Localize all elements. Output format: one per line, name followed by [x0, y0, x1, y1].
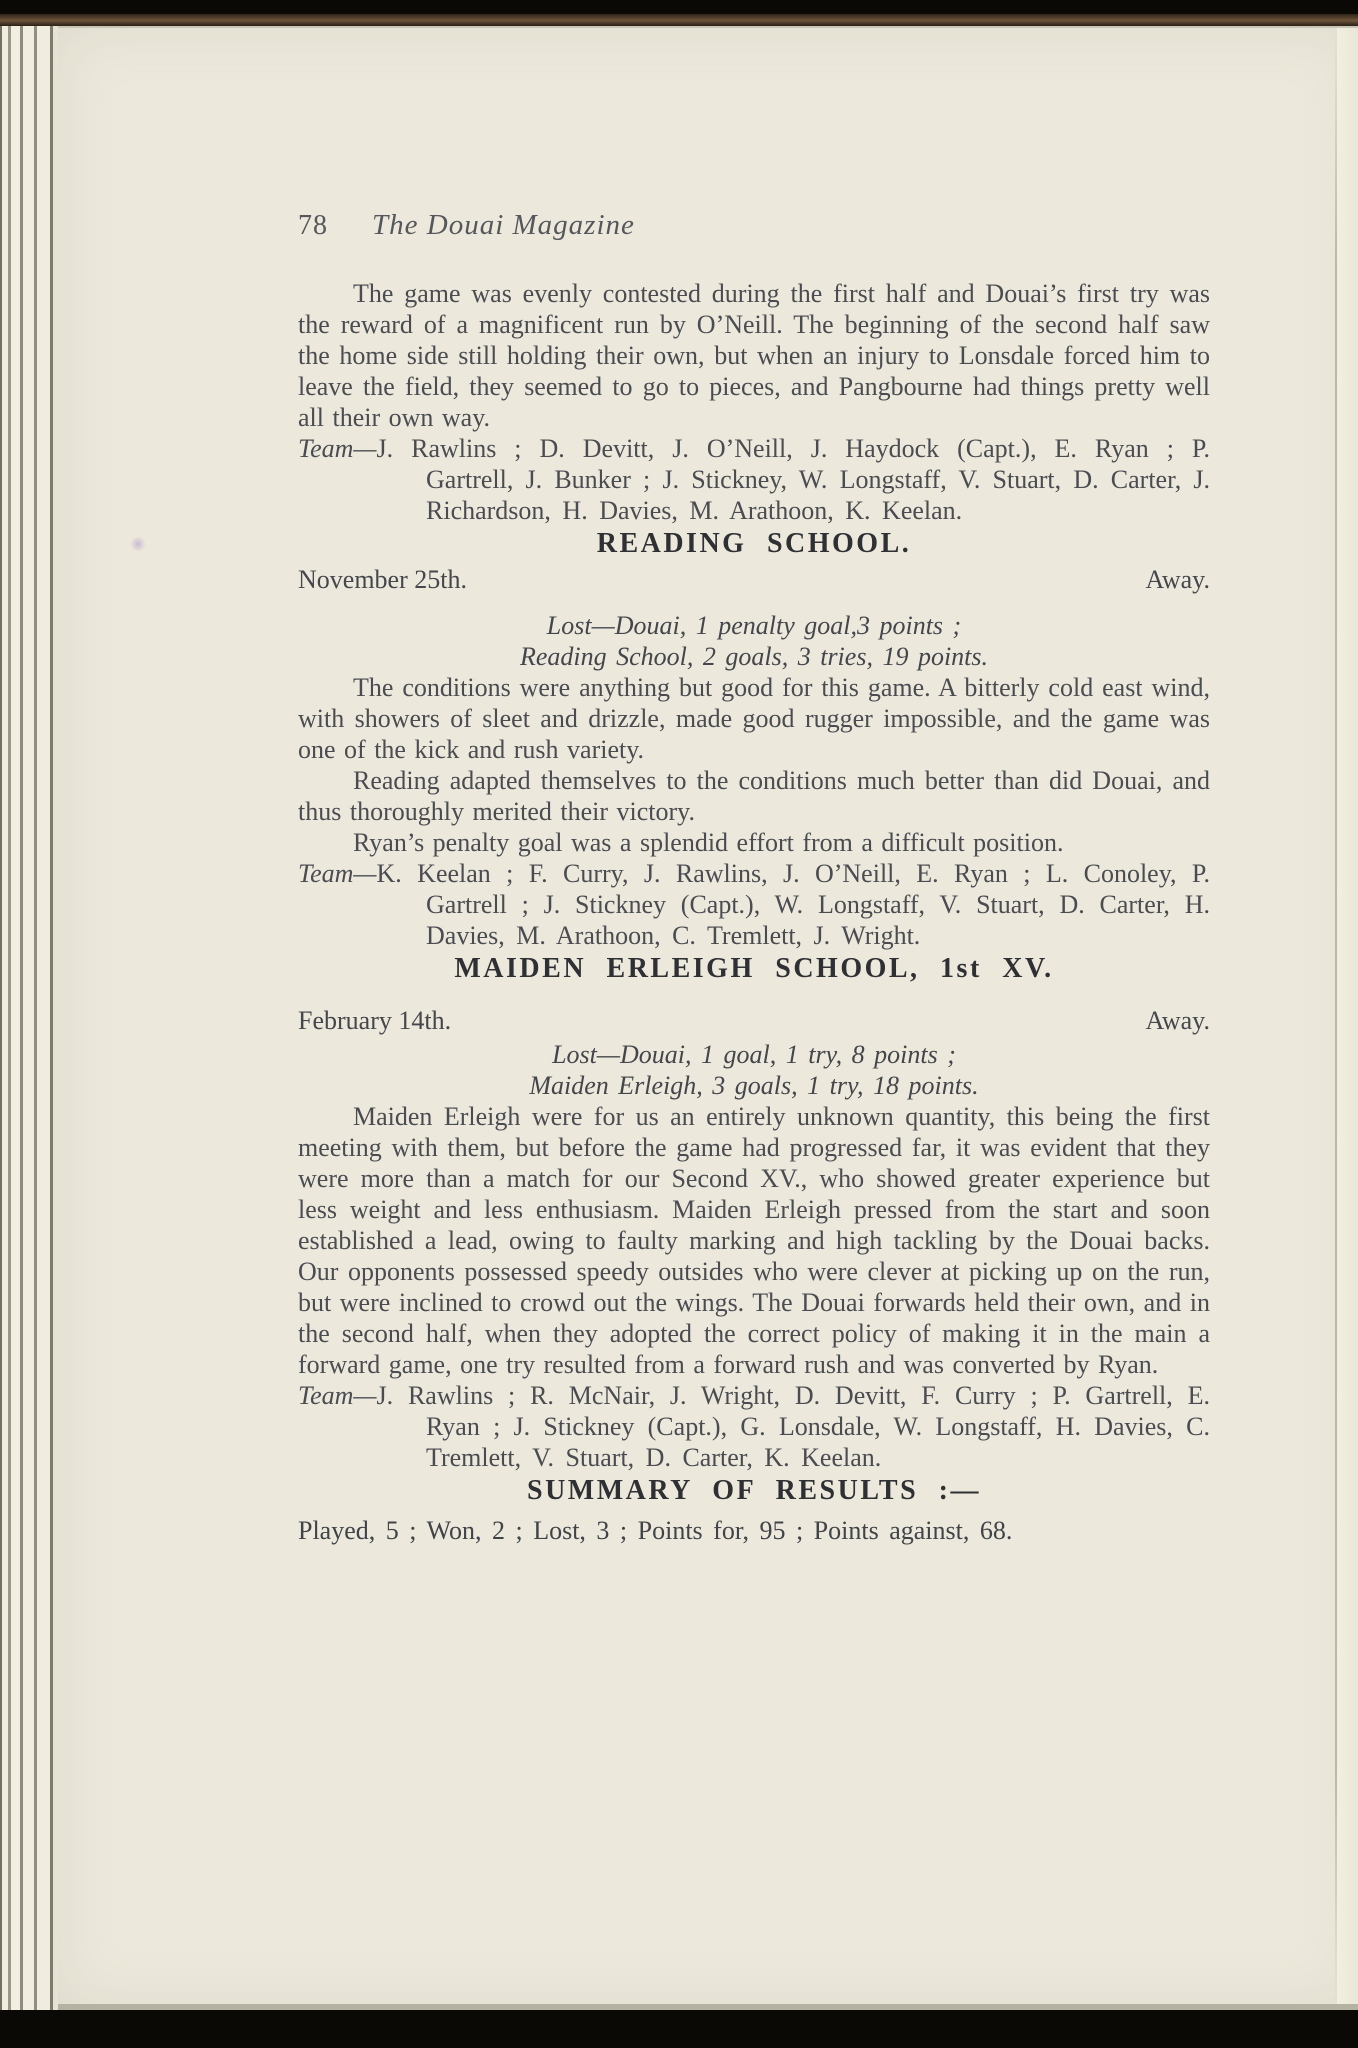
reading-match-venue: Away. [1145, 565, 1210, 594]
maiden-date-row [298, 1005, 1210, 1037]
reading-date-row [298, 564, 1210, 596]
reading-paragraph-1: The conditions were anything but good for this game. A bitterly cold east wind, with showers of sleet and drizzle, made good rugger impossible, and the game was one of the kick and rush variety. [298, 673, 1210, 764]
reading-match-date: November 25th. [298, 565, 467, 594]
team-label: Team— [298, 434, 377, 463]
maiden-result-line-2: Maiden Erleigh, 3 goals, 1 try, 18 points. [529, 1071, 979, 1100]
maiden-report-paragraph: Maiden Erleigh were for us an entirely unknown quantity, this being the first meeting with them, but before the game had progressed far, it was evident that they were more than a match for our Second XV., who showed greater experience but less weight and less enthusiasm. Maiden Erleigh pressed from the start and soon established a lead, owing to faulty marking and high tackling by the Douai backs. Our opponents possessed speedy outsides who were clever at picking up on the run, but were inclined to crowd out the wings. The Douai forwards held their own, and in the second half, when they adopted the correct policy of making it in the main a forward game, one try resulted from a forward rush and was converted by Ryan. [298, 1102, 1210, 1379]
book-binding-edge [0, 14, 1358, 26]
page-bottom-edge [58, 2004, 1358, 2010]
reading-result-line-1: Lost—Douai, 1 penalty goal,3 points ; [546, 611, 962, 640]
summary-heading: SUMMARY OF RESULTS :— [527, 1475, 981, 1506]
page-content [58, 28, 1358, 2006]
pangbourne-report-paragraph: The game was evenly contested during the first half and Douai’s first try was the reward of a magnificent run by O’Neill. The beginning of the second half saw the home side still holding their own, but when an injury to Lonsdale forced him to leave the field, they seemed to go to pieces, and Pangbourne had things pretty well all their own way. [298, 279, 1210, 432]
maiden-erleigh-heading: MAIDEN ERLEIGH SCHOOL, 1st XV. [454, 953, 1054, 984]
team-label: Team— [298, 859, 377, 888]
team-names: J. Rawlins ; D. Devitt, J. O’Neill, J. Haydock (Capt.), E. Ryan ; P. Gartrell, J. Bunker ; J. Stickney, W. Longstaff, V. Stuart, D. Carter, J. Richardson, H. Davies, M. Arathoon, K. Keelan. [376, 434, 1210, 525]
team-label: Team— [298, 1381, 377, 1410]
maiden-match-venue: Away. [1145, 1006, 1210, 1035]
reading-school-heading: READING SCHOOL. [596, 528, 912, 559]
magazine-title: The Douai Magazine [372, 209, 635, 241]
reading-paragraph-3: Ryan’s penalty goal was a splendid effort from a difficult position. [353, 828, 1064, 857]
pangbourne-team-list [298, 433, 1210, 526]
page-stack-edges [0, 26, 58, 2010]
page-number: 78 [298, 210, 328, 241]
maiden-team-list [298, 1380, 1210, 1473]
summary-results-line: Played, 5 ; Won, 2 ; Lost, 3 ; Points for, 95 ; Points against, 68. [298, 1516, 1013, 1545]
reading-result-line-2: Reading School, 2 goals, 3 tries, 19 points. [519, 642, 989, 671]
team-names: K. Keelan ; F. Curry, J. Rawlins, J. O’Neill, E. Ryan ; L. Conoley, P. Gartrell ; J. Stickney (Capt.), W. Longstaff, V. Stuart, D. Carter, H. Davies, M. Arathoon, C. Tremlett, J. Wright. [376, 859, 1210, 950]
team-names: J. Rawlins ; R. McNair, J. Wright, D. Devitt, F. Curry ; P. Gartrell, E. Ryan ; J. Stickney (Capt.), G. Lonsdale, W. Longstaff, H. Davies, C. Tremlett, V. Stuart, D. Carter, K. Keelan. [376, 1381, 1210, 1472]
maiden-result-line-1: Lost—Douai, 1 goal, 1 try, 8 points ; [552, 1040, 956, 1069]
magazine-page [58, 26, 1358, 2006]
running-header [298, 210, 1210, 246]
maiden-match-date: February 14th. [298, 1006, 452, 1035]
reading-team-list [298, 858, 1210, 951]
reading-paragraph-2: Reading adapted themselves to the conditions much better than did Douai, and thus thoroughly merited their victory. [298, 766, 1210, 826]
